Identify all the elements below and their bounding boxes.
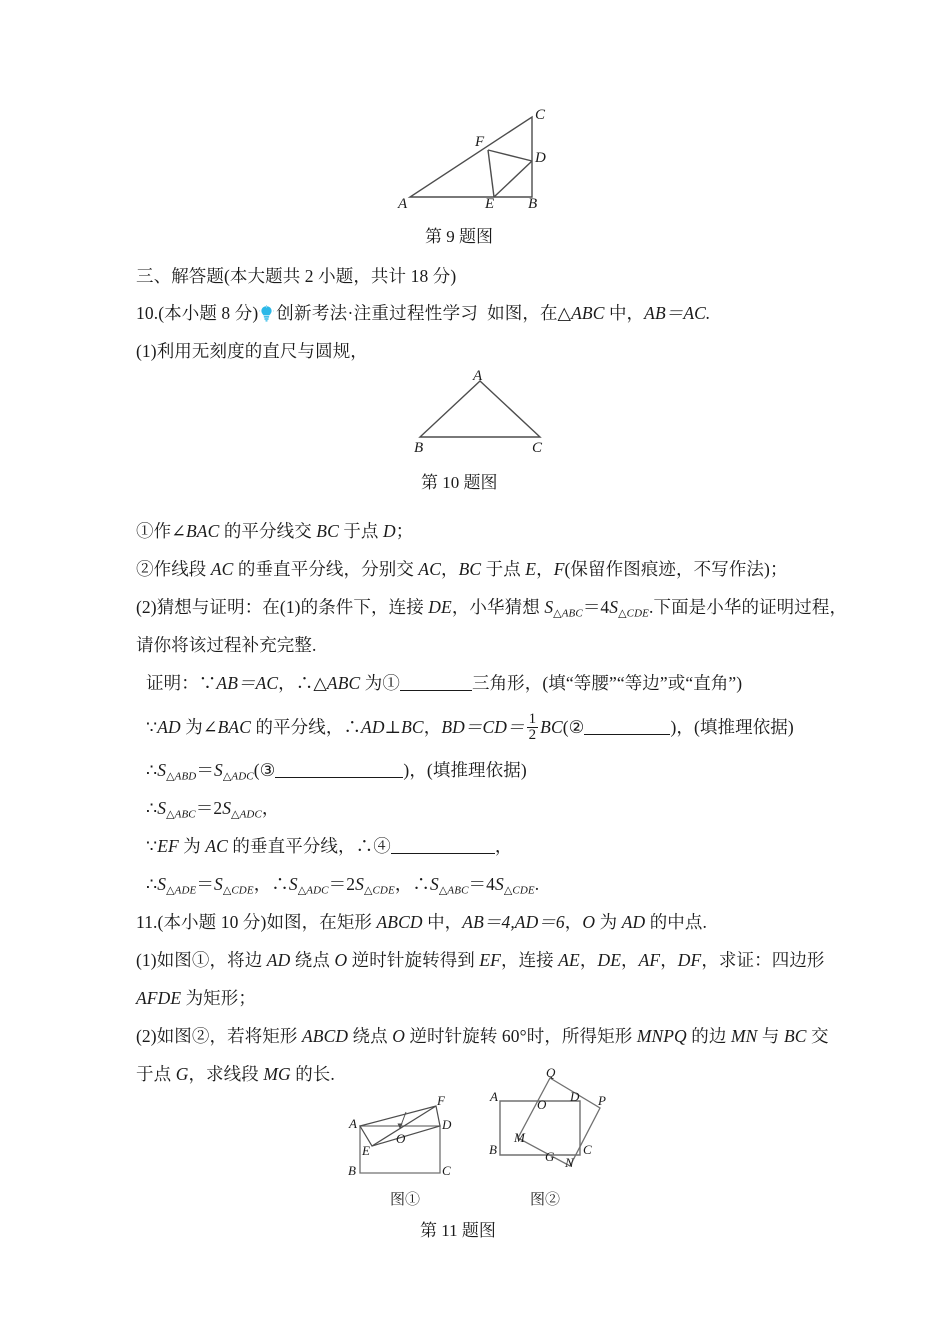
figure-9-vertex-F: F: [475, 134, 485, 150]
problem-10-stem-eq: AB＝AC.: [644, 303, 711, 323]
proof-l3-s1-sub: △ABD: [166, 770, 197, 783]
proof-l6-c: ，∴: [394, 874, 431, 894]
step-2-text-e: ，: [536, 559, 554, 579]
fig1-vertex-O: O: [396, 1131, 406, 1146]
proof-l2-a: ∵: [146, 717, 158, 737]
proof-l4-b: ，: [261, 798, 280, 818]
problem-10-step-2: [136, 556, 788, 582]
part2-eq: ＝4: [582, 597, 610, 617]
figure-1-label: 图①: [390, 1192, 421, 1208]
p11-p2-f: 交: [806, 1026, 829, 1046]
problem-11-stem: [136, 909, 707, 935]
proof-l1-b: ，∴△: [278, 673, 327, 693]
answer-blank-3[interactable]: [275, 777, 403, 778]
step-1-ital-a: BAC: [185, 521, 220, 541]
proof-l2-ital-e: BC: [540, 717, 563, 737]
step-2-text-b: 的垂直平分线，分别交: [233, 559, 419, 579]
p11-p2-ital-e: BC: [783, 1026, 807, 1046]
proof-l2-ital-d: BD＝CD＝: [441, 717, 525, 737]
fig2-vertex-C: C: [583, 1142, 592, 1157]
proof-l6-s5-sub: △ABC: [438, 884, 469, 897]
p11-p2-ital-b: O: [392, 1026, 405, 1046]
part2-s1: S: [544, 597, 554, 617]
fig1-vertex-B: B: [348, 1163, 356, 1178]
problem-10-stem-mid: 中，: [604, 303, 645, 323]
part2-s2-sub: △CDE: [618, 607, 649, 620]
problem-10-number: 10.: [136, 303, 159, 323]
answer-blank-2[interactable]: [584, 734, 670, 735]
problem-11-part2-cont: [136, 1061, 335, 1087]
problem-10-part1: (1)利用无刻度的直尺与圆规，: [136, 341, 368, 361]
problem-11-score: (本小题 10 分): [157, 912, 267, 932]
proof-l6-s4-sub: △CDE: [363, 884, 395, 897]
p11-p2-c: 逆时针旋转 60°时，所得矩形: [404, 1026, 637, 1046]
proof-l1-ital-a: AB＝AC: [216, 673, 279, 693]
step-1-ital-c: D: [383, 521, 396, 541]
proof-l6-s2: S: [213, 874, 223, 894]
figure-10-vertex-A: A: [473, 368, 483, 384]
proof-l6-s6: S: [494, 874, 504, 894]
p11-p1-ital-c: EF: [479, 950, 501, 970]
p11-p1-b: 绕点: [290, 950, 335, 970]
proof-l6-a: ∴: [146, 874, 158, 894]
fig2-vertex-N: N: [565, 1155, 574, 1170]
proof-l6-eq2: ＝2: [328, 874, 356, 894]
proof-l5-a: ∵: [146, 836, 158, 856]
p11-p2-ital-d: MN: [730, 1026, 758, 1046]
figure-11-caption: 第 11 题图: [420, 1221, 496, 1240]
proof-l5-b: 为: [178, 836, 206, 856]
p11-p1-h: ，求证：四边形: [701, 950, 825, 970]
proof-l6-s2-sub: △CDE: [222, 884, 254, 897]
fig1-vertex-C: C: [442, 1163, 451, 1178]
proof-l4-a: ∴: [146, 798, 158, 818]
proof-l5-c: 的垂直平分线，∴④: [227, 836, 391, 856]
p11-p2c-ital-b: MG: [263, 1064, 291, 1084]
p11-p1-ital-g: DF: [677, 950, 702, 970]
proof-l4-s2: S: [222, 798, 232, 818]
step-2-ital-d: E: [525, 559, 537, 579]
fig2-vertex-B: B: [489, 1142, 497, 1157]
figure-2-label: 图②: [530, 1192, 561, 1208]
p11-stem-ital-d: AD: [621, 912, 646, 932]
p11-stem-a: 如图，在矩形: [266, 912, 377, 932]
proof-l6-d: .: [534, 874, 540, 894]
proof-l5-ital-b: AC: [205, 836, 228, 856]
problem-10-part2-line2: 请你将该过程补充完整.: [136, 635, 317, 655]
step-2-marker: ②: [136, 559, 154, 579]
proof-l6-s1-sub: △ADE: [166, 884, 197, 897]
proof-l1-d: 三角形，(填“等腰”“等边”或“直角”): [471, 673, 743, 693]
proof-line-3: [146, 757, 527, 789]
p11-p2-d: 的边: [686, 1026, 731, 1046]
problem-11-part1-cont: [136, 985, 256, 1011]
p11-p2c-b: ，求线段: [188, 1064, 264, 1084]
fig2-vertex-P: P: [598, 1093, 606, 1108]
proof-l4-s1: S: [157, 798, 167, 818]
step-2-ital-c: BC: [458, 559, 482, 579]
step-2-text-a: 作线段: [153, 559, 211, 579]
proof-l2-b: 为∠: [180, 717, 218, 737]
step-2-ital-a: AC: [210, 559, 234, 579]
figure-9-vertex-C: C: [535, 107, 546, 123]
proof-line-1: [146, 670, 742, 696]
part2-s1-sub: △ABC: [553, 607, 583, 620]
proof-l4-s2-sub: △ADC: [231, 808, 262, 821]
proof-l2-ital-b: BAC: [217, 717, 251, 737]
fig2-vertex-O: O: [537, 1097, 547, 1112]
p11-stem-ital-b: AB＝4,AD＝6: [462, 912, 565, 932]
fraction-denominator: 2: [528, 727, 537, 744]
figure-11-2-diagram: [488, 1068, 613, 1188]
figure-10-vertex-C: C: [532, 440, 543, 456]
proof-l4-s1-sub: △ABC: [166, 808, 196, 821]
fraction-numerator: 1: [528, 711, 537, 727]
proof-l1-c: 为①: [360, 673, 400, 693]
figure-9-vertex-A: A: [398, 196, 408, 212]
answer-blank-4[interactable]: [391, 853, 495, 854]
part2-text-a: (2)猜想与证明：在(1)的条件下，连接: [136, 597, 429, 617]
p11-p1-ital-f: AF: [638, 950, 661, 970]
p11-stem-e: 的中点.: [645, 912, 707, 932]
proof-l6-s3: S: [288, 874, 298, 894]
p11-p1-e: ，: [579, 950, 598, 970]
p11-p1-g: ，: [660, 950, 678, 970]
proof-l3-s2: S: [213, 760, 223, 780]
proof-l6-s3-sub: △ADC: [297, 884, 329, 897]
figure-9-vertex-E: E: [485, 196, 495, 212]
problem-10-stem-text: 如图，在△: [487, 303, 572, 323]
step-2-text-f: (保留作图痕迹，不写作法)；: [564, 559, 788, 579]
step-2-ital-e: F: [553, 559, 565, 579]
p11-p1-c: 逆时针旋转得到: [347, 950, 480, 970]
p11-p2-e: 与: [757, 1026, 784, 1046]
problem-10-score: (本小题 8 分): [158, 303, 259, 323]
p11-p1-ital-e: DE: [597, 950, 621, 970]
proof-l3-a: ∴: [146, 760, 158, 780]
proof-l2-f: )，(填推理依据): [670, 717, 794, 737]
section-heading: 三、解答题(本大题共 2 小题，共计 18 分): [136, 266, 457, 286]
answer-blank-1[interactable]: [400, 690, 472, 691]
step-1-text-b: 的平分线交: [219, 521, 317, 541]
p11-p2-ital-a: ABCD: [301, 1026, 349, 1046]
fig1-vertex-D: D: [442, 1117, 452, 1132]
proof-l6-s1: S: [157, 874, 167, 894]
p11-p2c-c: 的长.: [290, 1064, 335, 1084]
part2-ital-a: DE: [428, 597, 452, 617]
p11-p2c-ital-a: G: [175, 1064, 189, 1084]
p11-p1c-a: 为矩形；: [181, 988, 256, 1008]
p11-p2c-a: 于点: [136, 1064, 176, 1084]
step-2-ital-b: AC: [418, 559, 441, 579]
proof-l4-eq: ＝2: [195, 798, 223, 818]
proof-l2-c: 的平分线，∴: [250, 717, 362, 737]
part2-text-b: ，小华猜想: [451, 597, 545, 617]
step-2-text-c: ，: [440, 559, 459, 579]
proof-l2-ital-a: AD: [157, 717, 181, 737]
proof-line-6: [146, 871, 539, 903]
p11-stem-d: 为: [595, 912, 622, 932]
p11-stem-ital-c: O: [582, 912, 596, 932]
problem-10-step-1: [136, 518, 413, 544]
problem-11-part2: [136, 1023, 829, 1049]
problem-10-stem-triangle: ABC: [571, 303, 605, 323]
proof-line-4: [146, 795, 280, 827]
p11-stem-c: ，: [564, 912, 583, 932]
p11-p2-b: 绕点: [348, 1026, 393, 1046]
figure-10-caption: 第 10 题图: [421, 473, 498, 492]
proof-l6-s6-sub: △CDE: [503, 884, 535, 897]
proof-l2-d: ，: [423, 717, 442, 737]
proof-l6-eq3: ＝4: [468, 874, 495, 894]
fig1-vertex-A: A: [349, 1116, 357, 1131]
p11-p2-a: (2)如图②，若将矩形: [136, 1026, 302, 1046]
proof-l3-s1: S: [157, 760, 167, 780]
proof-l1-a: 证明：∵: [146, 673, 217, 693]
p11-p1-d: ，连接: [500, 950, 559, 970]
p11-p1-ital-a: AD: [266, 950, 291, 970]
p11-stem-b: 中，: [422, 912, 463, 932]
p11-stem-ital-a: ABCD: [376, 912, 423, 932]
proof-l3-s2-sub: △ADC: [222, 770, 254, 783]
fig2-vertex-D: D: [570, 1089, 580, 1104]
fig1-vertex-F: F: [437, 1093, 445, 1108]
p11-p1-f: ，: [620, 950, 639, 970]
fig2-vertex-M: M: [514, 1130, 525, 1145]
problem-11-number: 11.: [136, 912, 158, 932]
proof-l6-eq1: ＝: [196, 874, 214, 894]
proof-l3-eq: ＝: [196, 760, 214, 780]
proof-l3-b: (③: [253, 760, 276, 780]
step-2-text-d: 于点: [481, 559, 526, 579]
step-1-text-d: ；: [395, 521, 414, 541]
proof-l6-s5: S: [430, 874, 439, 894]
proof-l5-ital-a: EF: [157, 836, 179, 856]
fig2-vertex-A: A: [490, 1089, 498, 1104]
step-1-ital-b: BC: [316, 521, 339, 541]
fraction-one-half: [527, 712, 539, 744]
fig2-vertex-Q: Q: [546, 1065, 556, 1080]
figure-9-vertex-B: B: [528, 196, 538, 212]
proof-line-2: [146, 712, 794, 744]
problem-10-tag: 创新考法·注重过程性学习: [276, 303, 479, 323]
proof-l3-c: )，(填推理依据): [403, 760, 527, 780]
step-1-text-a: 作∠: [153, 521, 186, 541]
proof-line-5: [146, 833, 512, 859]
problem-11-part1: [136, 947, 825, 973]
proof-l1-ital-b: ABC: [326, 673, 361, 693]
step-1-marker: ①: [136, 521, 154, 541]
p11-p1c-ital-a: AFDE: [136, 988, 182, 1008]
problem-10-stem-line: [136, 300, 710, 326]
p11-p1-ital-d: AE: [558, 950, 580, 970]
proof-l6-b: ，∴: [253, 874, 289, 894]
figure-9-vertex-D: D: [535, 150, 546, 166]
fig2-vertex-G: G: [545, 1149, 555, 1164]
p11-p1-a: (1)如图①，将边: [136, 950, 267, 970]
fig1-vertex-E: E: [362, 1143, 370, 1158]
proof-l2-ital-c: AD⊥BC: [361, 717, 424, 737]
proof-l5-d: ，: [494, 836, 513, 856]
figure-10-vertex-B: B: [414, 440, 424, 456]
proof-l2-e: (②: [562, 717, 585, 737]
part2-text-c: .下面是小华的证明过程，: [649, 597, 848, 617]
lightbulb-icon: [259, 305, 274, 322]
p11-p1-ital-b: O: [334, 950, 348, 970]
p11-p2-ital-c: MNPQ: [636, 1026, 687, 1046]
problem-10-part2-line1: [136, 594, 847, 626]
part2-s2: S: [609, 597, 619, 617]
step-1-text-c: 于点: [338, 521, 384, 541]
proof-l6-s4: S: [355, 874, 364, 894]
figure-9-caption: 第 9 题图: [425, 227, 493, 246]
